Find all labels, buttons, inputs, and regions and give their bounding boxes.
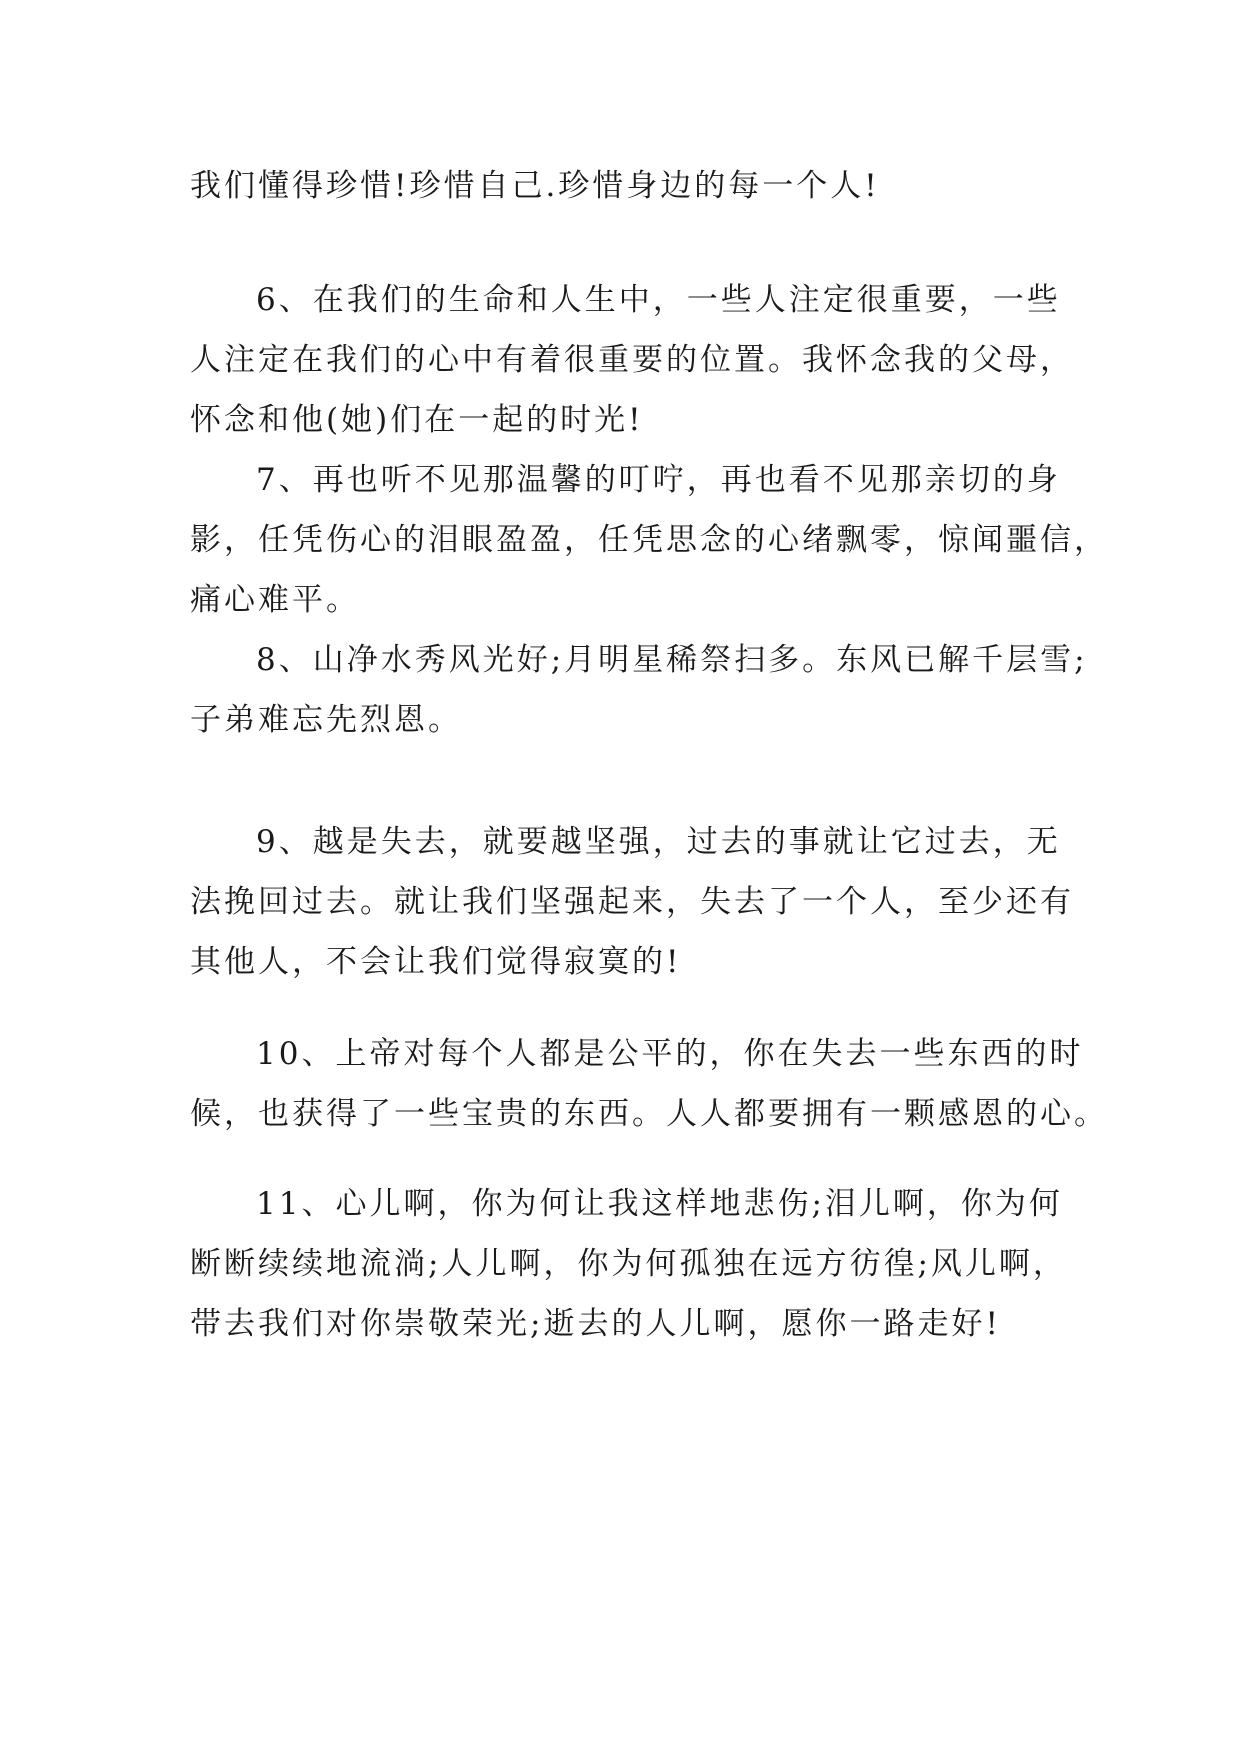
text-line: 8、山净水秀风光好;月明星稀祭扫多。东风已解千层雪;: [256, 642, 1088, 678]
text-line: 影，任凭伤心的泪眼盈盈，任凭思念的心绪飘零，惊闻噩信，: [190, 522, 1108, 558]
text-line: 带去我们对你崇敬荣光;逝去的人儿啊，愿你一路走好!: [190, 1306, 1001, 1342]
paragraph-9: [190, 812, 1074, 992]
text-line: 候，也获得了一些宝贵的东西。人人都要拥有一颗感恩的心。: [190, 1096, 1108, 1132]
text-line: 我们懂得珍惜!珍惜自己.珍惜身边的每一个人!: [190, 168, 880, 204]
paragraph-7: [190, 450, 1108, 630]
text-line: 7、再也听不见那温馨的叮咛，再也看不见那亲切的身: [256, 462, 1061, 498]
text-line: 断断续续地流淌;人儿啊，你为何孤独在远方彷徨;风儿啊，: [190, 1246, 1067, 1282]
text-line: 6、在我们的生命和人生中，一些人注定很重要，一些: [256, 282, 1061, 318]
text-line: 子弟难忘先烈恩。: [190, 702, 462, 738]
paragraph-continuation: [190, 156, 1060, 216]
text-line: 怀念和他(她)们在一起的时光!: [190, 402, 644, 438]
paragraph-8: [190, 630, 1088, 750]
text-line: 法挽回过去。就让我们坚强起来，失去了一个人，至少还有: [190, 884, 1074, 920]
paragraph-6: [190, 270, 1074, 450]
text-line: 10、上帝对每个人都是公平的，你在失去一些东西的时: [256, 1036, 1084, 1072]
paragraph-11: [190, 1174, 1067, 1354]
text-line: 11、心儿啊，你为何让我这样地悲伤;泪儿啊，你为何: [256, 1186, 1063, 1222]
paragraph-10: [190, 1024, 1108, 1144]
text-line: 其他人，不会让我们觉得寂寞的!: [190, 944, 682, 980]
text-line: 9、越是失去，就要越坚强，过去的事就让它过去，无: [256, 824, 1061, 860]
text-line: 人注定在我们的心中有着很重要的位置。我怀念我的父母，: [190, 342, 1074, 378]
text-line: 痛心难平。: [190, 582, 360, 618]
